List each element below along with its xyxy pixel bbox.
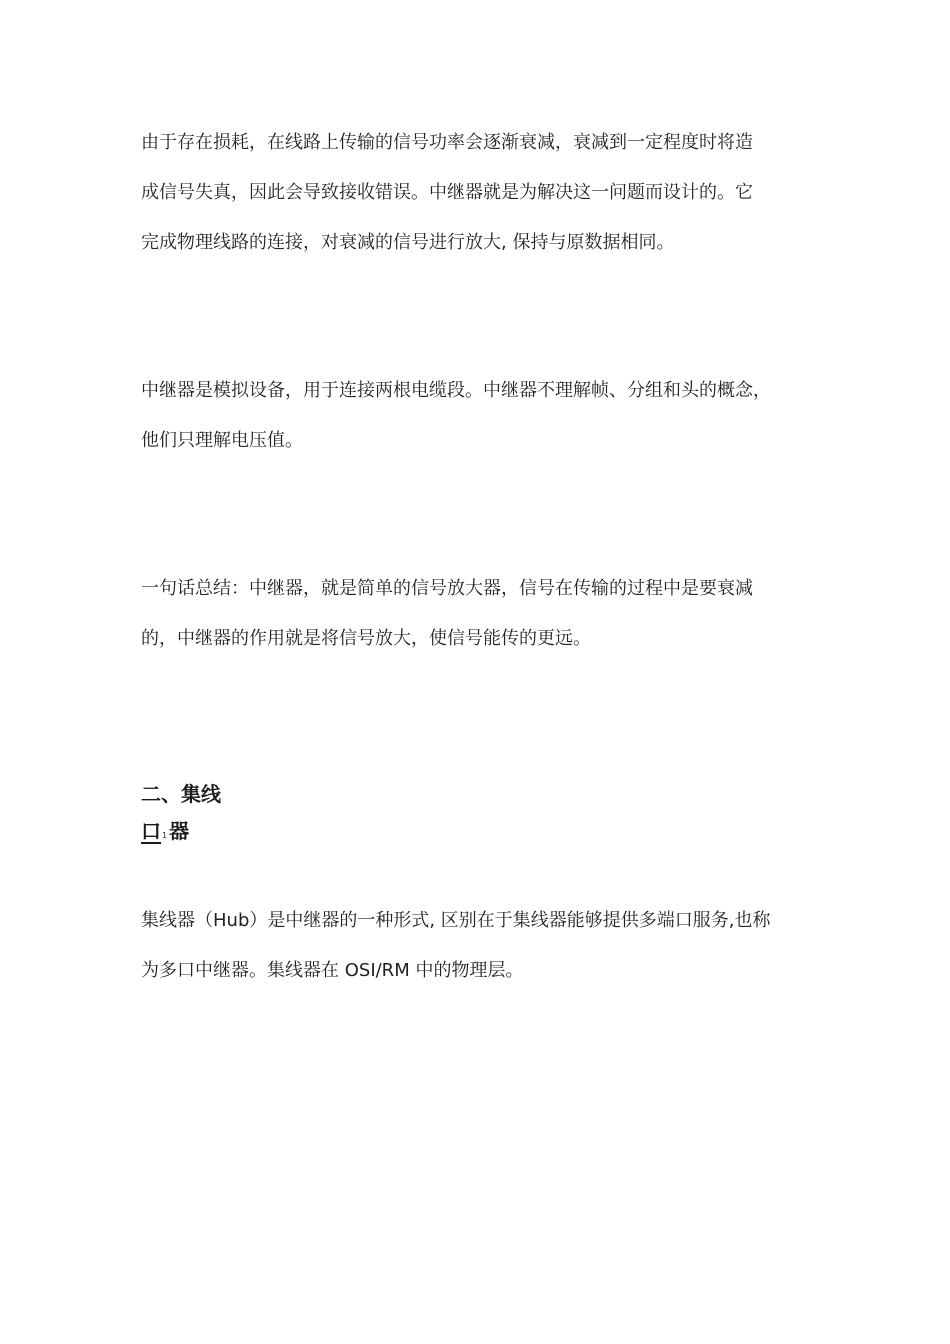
paragraph-4-line-1: 集线器（Hub）是中继器的一种形式, 区别在于集线器能够提供多端口服务,也称 <box>141 910 771 931</box>
paragraph-4-line-2: 为多口中继器。集线器在 OSI/RM 中的物理层。 <box>141 960 524 981</box>
paragraph-1-line-2: 成信号失真，因此会导致接收错误。中继器就是为解决这一问题而设计的。它 <box>141 182 753 203</box>
paragraph-1-line-1: 由于存在损耗，在线路上传输的信号功率会逐渐衰减，衰减到一定程度时将造 <box>141 132 753 153</box>
paragraph-3-line-2: 的，中继器的作用就是将信号放大，使信号能传的更远。 <box>141 628 591 649</box>
heading-tiny-mark: 1 <box>162 831 168 840</box>
paragraph-1-line-3: 完成物理线路的连接，对衰减的信号进行放大, 保持与原数据相同。 <box>141 232 675 253</box>
section-heading-line-2 <box>141 818 189 849</box>
paragraph-2-line-1: 中继器是模拟设备，用于连接两根电缆段。中继器不理解帧、分组和头的概念， <box>141 380 771 401</box>
heading-end-glyph: 器 <box>169 819 190 843</box>
paragraph-2-line-2: 他们只理解电压值。 <box>141 430 303 451</box>
section-heading-line-1: 二、集线 <box>141 782 221 806</box>
paragraph-3-line-1: 一句话总结：中继器，就是简单的信号放大器，信号在传输的过程中是要衰减 <box>141 578 753 599</box>
heading-box-glyph: 口 <box>141 819 161 843</box>
